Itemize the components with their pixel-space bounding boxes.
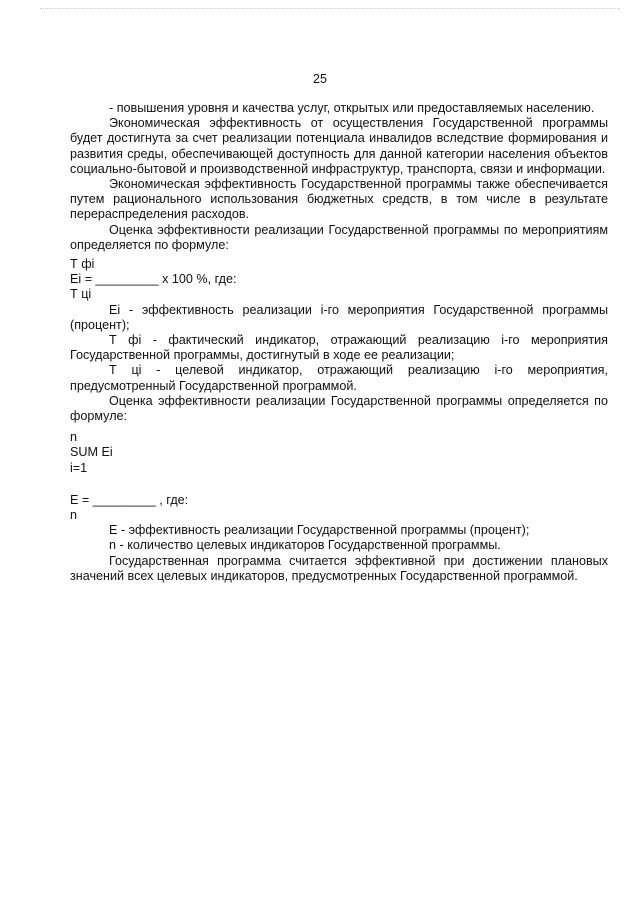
definition-e: Е - эффективность реализации Государственной программы (процент); — [109, 523, 530, 538]
paragraph-conclusion: Государственная программа считается эффективной при достижении плановых значений всех целевых индикаторов, предусмотренных Государственной программой. — [70, 553, 608, 583]
paragraph-evaluation-by-activities: Оценка эффективности реализации Государственной программы по мероприятиям определяется по формуле: — [70, 222, 608, 252]
paragraph-program-evaluation: Оценка эффективности реализации Государственной программы определяется по формуле: — [70, 393, 608, 424]
page-number: 25 — [313, 72, 327, 86]
formula2-equation: Е = _________ , где: — [70, 492, 189, 507]
paragraph-budget-efficiency: Экономическая эффективность Государственной программы также обеспечивается путем рационального использования бюджетных средств, в том числе в результате перераспределения расходов. — [70, 177, 608, 222]
paragraph-services: - повышения уровня и качества услуг, открытых или предоставляемых населению. — [109, 101, 595, 115]
formula2-top-n: n — [70, 430, 78, 445]
paragraph-economic-effect: Экономическая эффективность от осуществления Государственной программы будет достигнута за счет реализации потенциала инвалидов вследствие формирования и развития среды, обеспечивающей доступность для данной категории населения объектов социально-бытовой и производственной инфраструктур, транспорта, связи и информации. — [70, 116, 608, 176]
formula1-equation: Еi = _________ х 100 %, где: — [70, 272, 237, 287]
definition-tfi: Т фi - фактический индикатор, отражающий реализацию i-го мероприятия Государственной программы, достигнутый в ходе ее реализации; — [70, 333, 608, 363]
definition-n: n - количество целевых индикаторов Государственной программы. — [109, 538, 501, 553]
formula2-sum: SUM Еi — [70, 445, 113, 460]
scan-artifact — [40, 8, 620, 13]
formula1-denominator: Т цi — [70, 287, 92, 302]
formula1-numerator: Т фi — [70, 257, 95, 272]
formula2-denominator: n — [70, 508, 78, 523]
formula-activity-efficiency — [70, 257, 608, 303]
definition-ei: Еi - эффективность реализации i-го мероприятия Государственной программы (процент); — [70, 302, 608, 332]
formula2-index: i=1 — [70, 460, 88, 475]
definition-tci: Т цi - целевой индикатор, отражающий реализацию i-го мероприятия, предусмотренный Государственной программой. — [70, 363, 608, 393]
formula-program-efficiency — [70, 430, 608, 523]
page-body — [70, 101, 608, 584]
